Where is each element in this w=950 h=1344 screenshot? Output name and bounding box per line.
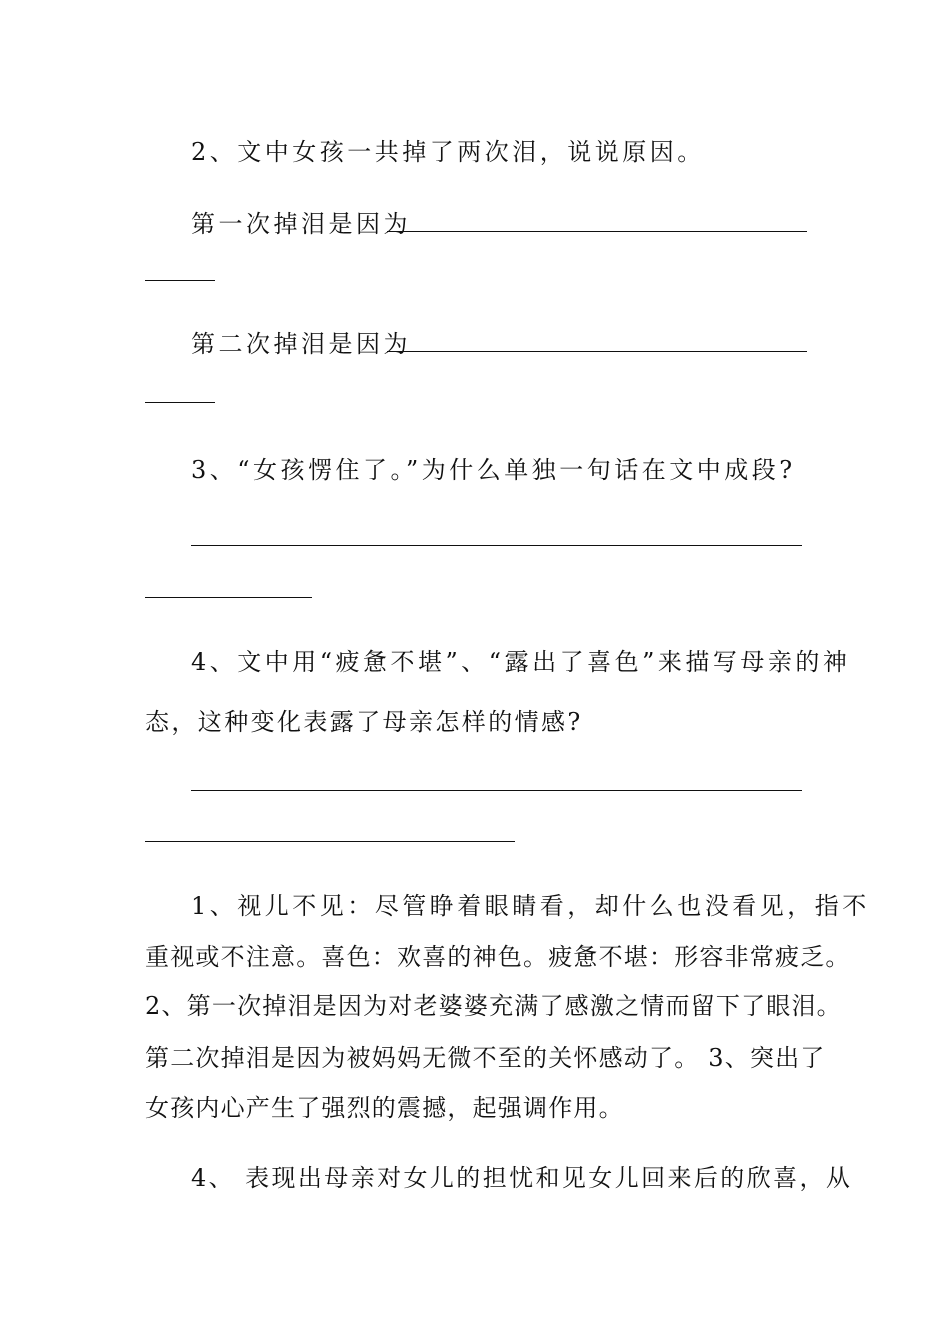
question-3-title: 3、“女孩愣住了。”为什么单独一句话在文中成段?: [191, 456, 796, 484]
answer-blank-2b[interactable]: [387, 351, 807, 352]
question-4-line-2: 态，这种变化表露了母亲怎样的情感?: [145, 708, 583, 736]
answer-blank-2b-continued[interactable]: [145, 402, 215, 403]
question-2-second-prompt: 第二次掉泪是因为: [191, 330, 411, 358]
question-2-first-prompt: 第一次掉泪是因为: [191, 210, 411, 238]
answer-blank-3-continued[interactable]: [145, 597, 312, 598]
answer-text-line-4: 第二次掉泪是因为被妈妈无微不至的关怀感动了。 3、突出了: [145, 1044, 826, 1072]
answer-text-line-2: 重视或不注意。喜色：欢喜的神色。疲惫不堪：形容非常疲乏。: [145, 943, 851, 971]
answer-blank-2a-continued[interactable]: [145, 280, 215, 281]
answer-blank-3[interactable]: [191, 545, 802, 546]
answer-text-line-3: 2、第一次掉泪是因为对老婆婆充满了感激之情而留下了眼泪。: [145, 992, 842, 1020]
answer-text-line-1: 1、视儿不见：尽管睁着眼睛看，却什么也没看见，指不: [191, 892, 870, 920]
question-2-title: 2、文中女孩一共掉了两次泪，说说原因。: [191, 138, 705, 166]
answer-blank-4-continued[interactable]: [145, 841, 515, 842]
answer-text-line-6: 4、 表现出母亲对女儿的担忧和见女儿回来后的欣喜，从: [191, 1164, 853, 1192]
question-4-line-1: 4、文中用“疲惫不堪”、“露出了喜色”来描写母亲的神: [191, 648, 851, 676]
answer-text-line-5: 女孩内心产生了强烈的震撼，起强调作用。: [145, 1094, 624, 1122]
answer-blank-2a[interactable]: [387, 231, 807, 232]
answer-blank-4[interactable]: [191, 790, 802, 791]
